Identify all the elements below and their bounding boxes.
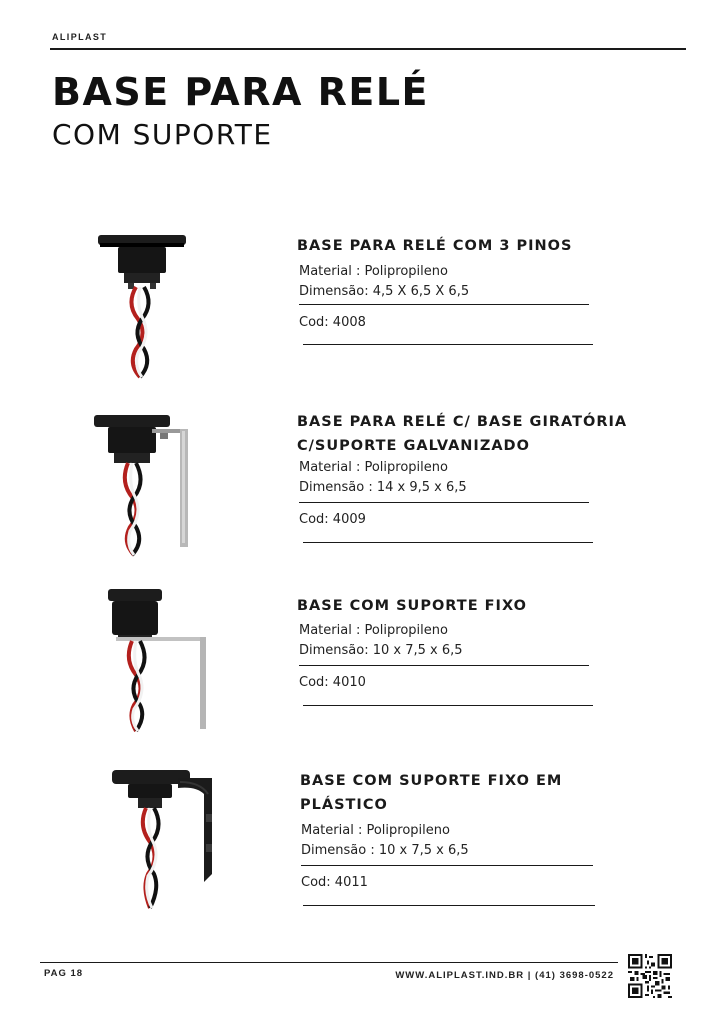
footer-divider	[40, 962, 618, 963]
product-item	[0, 760, 724, 920]
product-dimension: Dimensão: 4,5 X 6,5 X 6,5	[299, 284, 470, 299]
relay-base-3-pins-image	[92, 229, 192, 379]
product-code: Cod: 4008	[299, 315, 366, 330]
page-number: PAG 18	[44, 968, 84, 979]
product-name-line: BASE COM SUPORTE FIXO EM	[300, 773, 563, 789]
product-name-line: BASE PARA RELÉ C/ BASE GIRATÓRIA	[297, 414, 628, 430]
spec-divider	[301, 865, 593, 866]
spec-divider	[299, 304, 589, 305]
brand-label: ALIPLAST	[52, 32, 108, 42]
product-dimension: Dimensão : 10 x 7,5 x 6,5	[301, 843, 469, 858]
product-item	[0, 585, 724, 735]
relay-base-swivel-galvanized-bracket-image	[92, 407, 202, 557]
relay-base-fixed-plastic-bracket-image	[108, 764, 232, 910]
product-code: Cod: 4010	[299, 675, 366, 690]
product-name	[297, 410, 627, 458]
product-name-line: C/SUPORTE GALVANIZADO	[297, 438, 530, 454]
header-divider	[50, 48, 686, 50]
product-name	[297, 594, 527, 618]
spec-divider	[299, 665, 589, 666]
spec-divider	[299, 502, 589, 503]
product-material: Material : Polipropileno	[299, 264, 448, 279]
product-dimension: Dimensão : 14 x 9,5 x 6,5	[299, 480, 467, 495]
product-name-line: PLÁSTICO	[300, 797, 388, 813]
product-material: Material : Polipropileno	[301, 823, 450, 838]
page-title: BASE PARA RELÉ	[52, 70, 429, 114]
product-material: Material : Polipropileno	[299, 460, 448, 475]
qr-code-icon	[628, 954, 672, 998]
product-item	[0, 405, 724, 565]
page-subtitle: COM SUPORTE	[52, 118, 273, 151]
product-material: Material : Polipropileno	[299, 623, 448, 638]
product-dimension: Dimensão: 10 x 7,5 x 6,5	[299, 643, 463, 658]
product-item	[0, 225, 724, 385]
code-divider	[303, 905, 595, 906]
code-divider	[303, 344, 593, 345]
product-name-line: BASE PARA RELÉ COM 3 PINOS	[297, 238, 573, 254]
product-name	[297, 234, 572, 258]
product-code: Cod: 4009	[299, 512, 366, 527]
relay-base-fixed-metal-bracket-image	[100, 585, 210, 733]
product-name-line: BASE COM SUPORTE FIXO	[297, 598, 527, 614]
code-divider	[303, 542, 593, 543]
contact-info: WWW.ALIPLAST.IND.BR | (41) 3698-0522	[395, 970, 614, 981]
product-name	[300, 769, 562, 817]
code-divider	[303, 705, 593, 706]
product-code: Cod: 4011	[301, 875, 368, 890]
